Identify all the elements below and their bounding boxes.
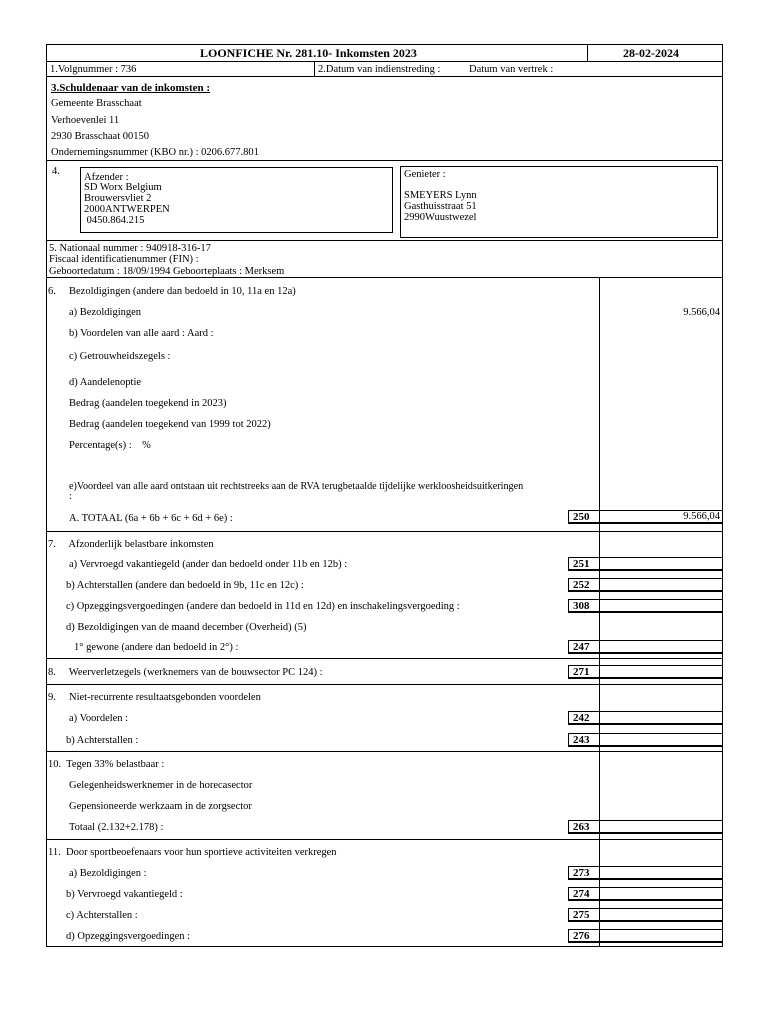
datum-indienst: 2.Datum van indienstreding : bbox=[318, 64, 441, 75]
code-274: 274 bbox=[568, 887, 600, 901]
nationaal-nummer: 5. Nationaal nummer : 940918-316-17 bbox=[49, 243, 211, 254]
section10-l2: Gepensioneerde werkzaam in de zorgsector bbox=[69, 801, 252, 812]
section6-d3: Percentage(s) : % bbox=[69, 440, 151, 451]
row12-rule bbox=[46, 76, 723, 77]
form-date: 28-02-2024 bbox=[623, 46, 679, 60]
code-276: 276 bbox=[568, 929, 600, 943]
genieter-label: Genieter : bbox=[404, 169, 446, 180]
code-275: 275 bbox=[568, 908, 600, 922]
schuldenaar-name: Gemeente Brasschaat bbox=[51, 98, 142, 109]
section6-b: b) Voordelen van alle aard : Aard : bbox=[69, 328, 214, 339]
section6-e-colon: : bbox=[69, 491, 72, 502]
form-title: LOONFICHE Nr. 281.10- Inkomsten 2023 bbox=[200, 46, 417, 60]
section6-e: e)Voordeel van alle aard ontstaan uit rechtstreeks aan de RVA terugbetaalde tijdelijke werkloosheidsuitkeringen bbox=[69, 481, 524, 492]
section10-title: 10. Tegen 33% belastbaar : bbox=[48, 759, 165, 770]
section6-a: a) Bezoldigingen bbox=[69, 307, 142, 318]
section7-b: b) Achterstallen (andere dan bedoeld in 9b, 11c en 12c) : bbox=[66, 580, 304, 591]
section9-rule bbox=[46, 751, 723, 752]
header-divider bbox=[587, 44, 588, 61]
schuldenaar-heading: 3.Schuldenaar van de inkomsten : bbox=[51, 82, 211, 94]
value-box-276 bbox=[600, 929, 722, 943]
genieter-line: 2990Wuustwezel bbox=[404, 212, 477, 223]
code-271: 271 bbox=[568, 665, 600, 679]
code-247: 247 bbox=[568, 640, 600, 654]
value-box-251 bbox=[600, 557, 722, 571]
section11-c: c) Achterstallen : bbox=[66, 910, 138, 921]
code-273: 273 bbox=[568, 866, 600, 880]
section6-total-value: 9.566,04 bbox=[683, 511, 720, 522]
schuldenaar-kbo: Ondernemingsnummer (KBO nr.) : 0206.677.801 bbox=[51, 147, 259, 158]
section10-l1: Gelegenheidswerknemer in de horecasector bbox=[69, 780, 253, 791]
section7-title: 7. Afzonderlijk belastbare inkomsten bbox=[48, 539, 214, 550]
section11-b: b) Vervroegd vakantiegeld : bbox=[66, 889, 183, 900]
value-box-271 bbox=[600, 665, 722, 679]
value-box-273 bbox=[600, 866, 722, 880]
value-box-247 bbox=[600, 640, 722, 654]
code-263: 263 bbox=[568, 820, 600, 834]
geboorte: Geboortedatum : 18/09/1994 Geboorteplaats : Merksem bbox=[49, 266, 285, 277]
section6-a-value: 9.566,04 bbox=[683, 307, 720, 318]
afzender-line: Brouwersvliet 2 bbox=[84, 193, 152, 204]
afzender-line: SD Worx Belgium bbox=[84, 182, 162, 193]
value-box-252 bbox=[600, 578, 722, 592]
section7-d: d) Bezoldigingen van de maand december (Overheid) (5) bbox=[66, 622, 307, 633]
value-box-243 bbox=[600, 733, 722, 747]
code-242: 242 bbox=[568, 711, 600, 725]
afzender-line: 0450.864.215 bbox=[84, 215, 145, 226]
section9-a: a) Voordelen : bbox=[69, 713, 129, 724]
section6-d1: Bedrag (aandelen toegekend in 2023) bbox=[69, 398, 227, 409]
fin: Fiscaal identificatienummer (FIN) : bbox=[49, 254, 199, 265]
afzender-line: 2000ANTWERPEN bbox=[84, 204, 170, 215]
code-250: 250 bbox=[568, 510, 600, 524]
value-box-308 bbox=[600, 599, 722, 613]
section4-number: 4. bbox=[52, 166, 60, 177]
afzender-label: Afzender : bbox=[84, 172, 129, 183]
section10-total: Totaal (2.132+2.178) : bbox=[69, 822, 164, 833]
section9-b: b) Achterstallen : bbox=[66, 735, 139, 746]
section9-title: 9. Niet-recurrente resultaatsgebonden voordelen bbox=[48, 692, 261, 703]
code-308: 308 bbox=[568, 599, 600, 613]
section6-title: 6. Bezoldigingen (andere dan bedoeld in 10, 11a en 12a) bbox=[48, 286, 296, 297]
datum-vertrek: Datum van vertrek : bbox=[469, 64, 554, 75]
section8-title: 8. Weerverletzegels (werknemers van de bouwsector PC 124) : bbox=[48, 667, 323, 678]
code-251: 251 bbox=[568, 557, 600, 571]
schuldenaar-street: Verhoevenlei 11 bbox=[51, 115, 120, 126]
row12-divider bbox=[314, 61, 315, 76]
section6-d: d) Aandelenoptie bbox=[69, 377, 142, 388]
code-252: 252 bbox=[568, 578, 600, 592]
value-box-275 bbox=[600, 908, 722, 922]
section7-c: c) Opzeggingsvergoedingen (andere dan bedoeld in 11d en 12d) en inschakelingsvergoeding : bbox=[66, 601, 460, 612]
section6-d2: Bedrag (aandelen toegekend van 1999 tot 2022) bbox=[69, 419, 271, 430]
schuldenaar-city: 2930 Brasschaat 00150 bbox=[51, 131, 149, 142]
section6-c: c) Getrouwheidszegels : bbox=[69, 351, 171, 362]
genieter-line: Gasthuisstraat 51 bbox=[404, 201, 477, 212]
section11-a: a) Bezoldigingen : bbox=[69, 868, 147, 879]
section11-d: d) Opzeggingsvergoedingen : bbox=[66, 931, 191, 942]
section8-rule bbox=[46, 684, 723, 685]
value-box-242 bbox=[600, 711, 722, 725]
value-box-263 bbox=[600, 820, 722, 834]
section6-rule bbox=[46, 531, 723, 532]
header-rule bbox=[46, 61, 723, 62]
code-243: 243 bbox=[568, 733, 600, 747]
value-box-274 bbox=[600, 887, 722, 901]
section7-rule bbox=[46, 658, 723, 659]
section7-d1: 1° gewone (andere dan bedoeld in 2°) : bbox=[74, 642, 239, 653]
genieter-line: SMEYERS Lynn bbox=[404, 190, 477, 201]
volgnummer: 1.Volgnummer : 736 bbox=[50, 64, 137, 75]
section10-rule bbox=[46, 839, 723, 840]
section6-total: A. TOTAAL (6a + 6b + 6c + 6d + 6e) : bbox=[69, 513, 233, 524]
section3-rule bbox=[46, 160, 723, 161]
section11-title: 11. Door sportbeoefenaars voor hun sportieve activiteiten verkregen bbox=[48, 847, 337, 858]
section7-a: a) Vervroegd vakantiegeld (ander dan bedoeld onder 11b en 12b) : bbox=[69, 559, 348, 570]
